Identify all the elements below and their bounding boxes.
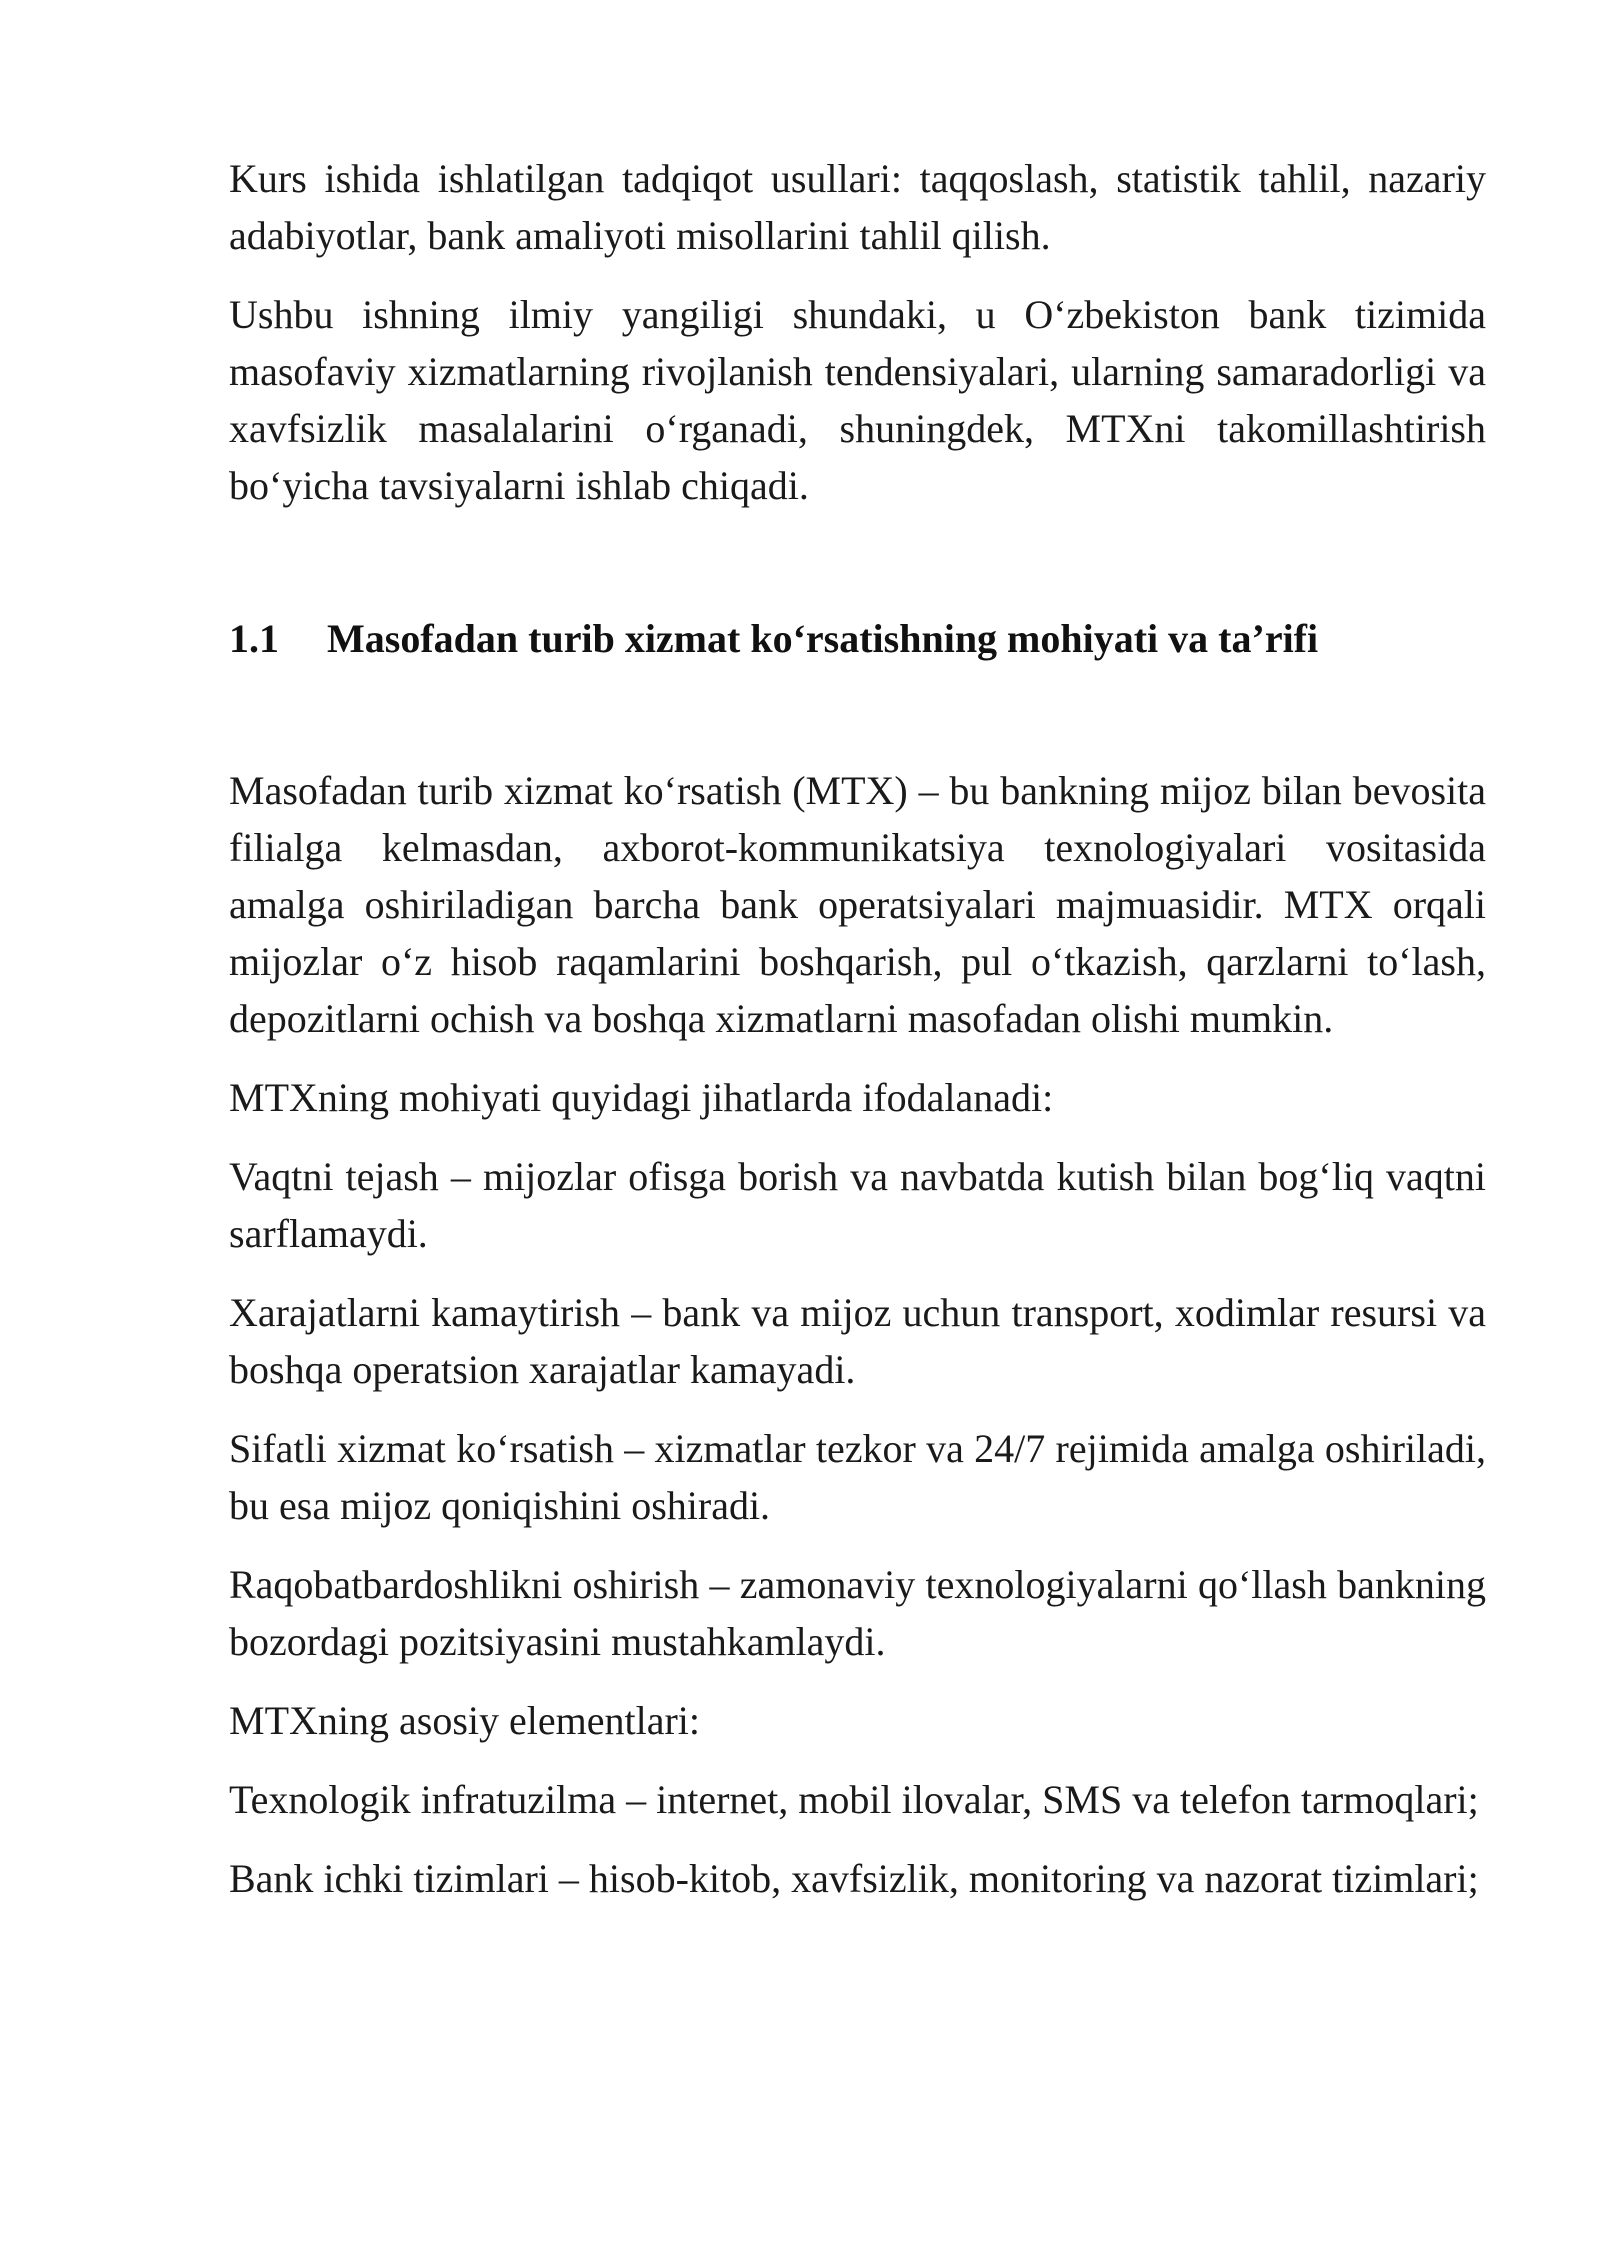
paragraph-time-saving: Vaqtni tejash – mijozlar ofisga borish va navbatda kutish bilan bog‘liq vaqtni sarflamaydi. xyxy=(229,1154,1486,1256)
paragraph-quality-service: Sifatli xizmat ko‘rsatish – xizmatlar tezkor va 24/7 rejimida amalga oshiriladi, bu esa mijoz qoniqishini oshiradi. xyxy=(229,1426,1486,1528)
paragraph-mtx-elements-intro: MTXning asosiy elementlari: xyxy=(229,1698,701,1743)
section-title: Masofadan turib xizmat ko‘rsatishning mohiyati va ta’rifi xyxy=(327,616,1319,661)
paragraph-mtx-essence-intro: MTXning mohiyati quyidagi jihatlarda ifodalanadi: xyxy=(229,1075,1054,1120)
section-heading xyxy=(229,610,1486,667)
paragraph-research-methods: Kurs ishida ishlatilgan tadqiqot usullari: taqqoslash, statistik tahlil, nazariy adabiyotlar, bank amaliyoti misollarini tahlil qilish. xyxy=(229,156,1486,258)
section-number: 1.1 xyxy=(229,616,279,661)
paragraph-bank-internal-systems: Bank ichki tizimlari – hisob-kitob, xavfsizlik, monitoring va nazorat tizimlari; xyxy=(229,1856,1479,1901)
paragraph-scientific-novelty: Ushbu ishning ilmiy yangiligi shundaki, u O‘zbekiston bank tizimida masofaviy xizmatlarning rivojlanish tendensiyalari, ularning samaradorligi va xavfsizlik masalalarini o‘rganadi, shuningdek, MTXni takomillashtirish bo‘yicha tavsiyalarni ishlab chiqadi. xyxy=(229,292,1486,508)
paragraph-tech-infrastructure: Texnologik infratuzilma – internet, mobil ilovalar, SMS va telefon tarmoqlari; xyxy=(229,1777,1479,1822)
paragraph-competitiveness: Raqobatbardoshlikni oshirish – zamonaviy texnologiyalarni qo‘llash bankning bozordagi pozitsiyasini mustahkamlaydi. xyxy=(229,1562,1486,1664)
paragraph-mtx-definition: Masofadan turib xizmat ko‘rsatish (MTX) – bu bankning mijoz bilan bevosita filialga kelmasdan, axborot-kommunikatsiya texnologiyalari vositasida amalga oshiriladigan barcha bank operatsiyalari majmuasidir. MTX orqali mijozlar o‘z hisob raqamlarini boshqarish, pul o‘tkazish, qarzlarni to‘lash, depozitlarni ochish va boshqa xizmatlarni masofadan olishi mumkin. xyxy=(229,768,1486,1041)
paragraph-cost-reduction: Xarajatlarni kamaytirish – bank va mijoz uchun transport, xodimlar resursi va boshqa operatsion xarajatlar kamayadi. xyxy=(229,1290,1486,1392)
page-content xyxy=(229,150,1486,1929)
